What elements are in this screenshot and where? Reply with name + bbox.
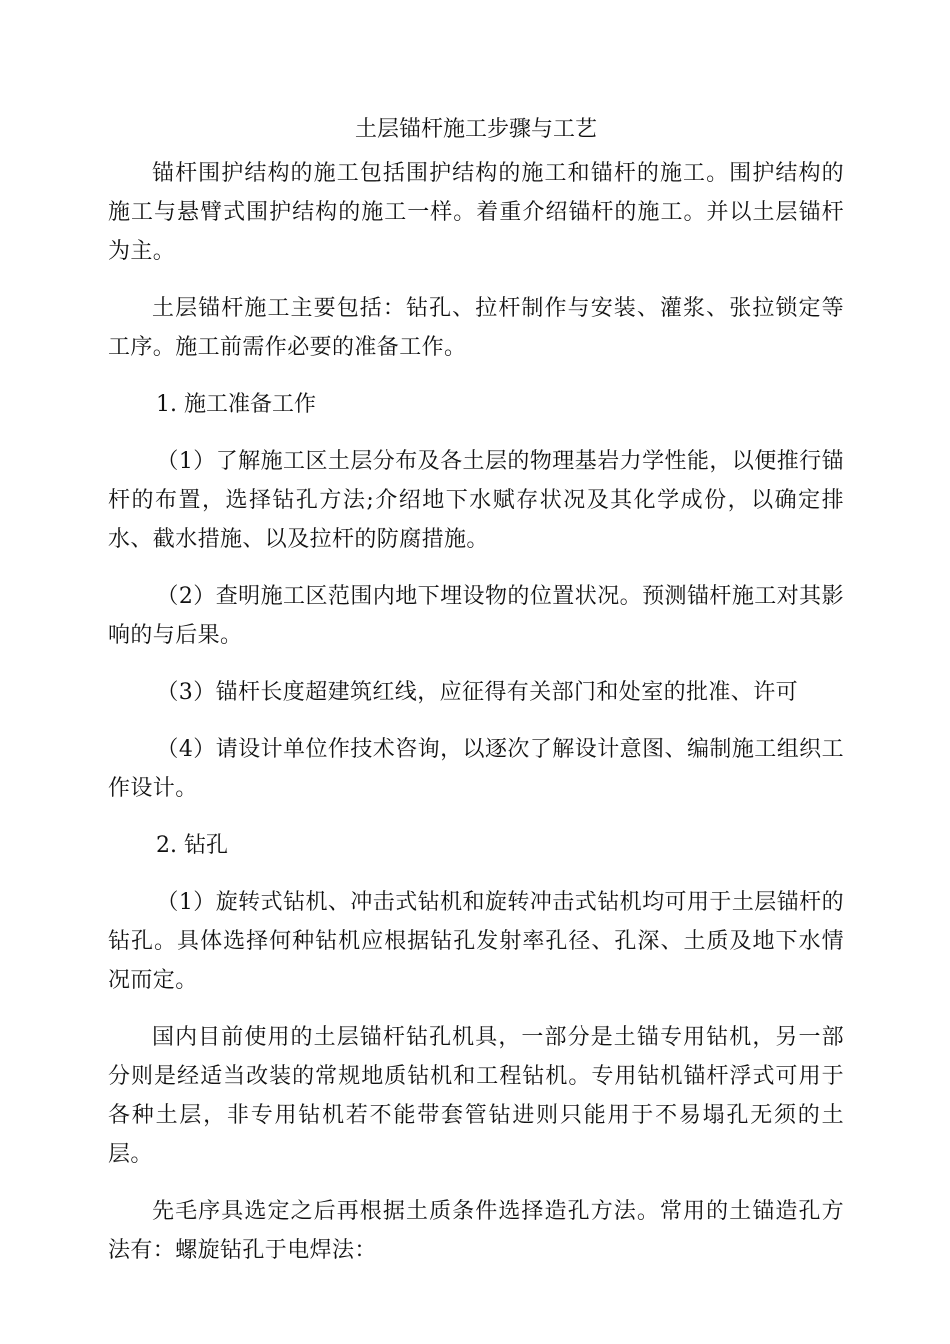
preparation-item: （4）请设计单位作技术咨询，以逐次了解设计意图、编制施工组织工作设计。 [108, 737, 844, 801]
drilling-paragraph: 国内目前使用的土层锚杆钻孔机具，一部分是土锚专用钻机，另一部分则是经适当改装的常规地质钻机和工程钻机。专用钻机锚杆浮式可用于各种土层，非专用钻机若不能带套管钻进则只能用于不易塌孔无须的土层。 [108, 1025, 844, 1167]
intro-paragraph: 锚杆围护结构的施工包括围护结构的施工和锚杆的施工。围护结构的施工与悬臂式围护结构的施工一样。着重介绍锚杆的施工。并以土层锚杆为主。 [108, 161, 844, 264]
preparation-item: （3）锚杆长度超建筑红线，应征得有关部门和处室的批准、许可 [156, 680, 798, 705]
section-heading-preparation: 1. 施工准备工作 [156, 392, 316, 417]
document-title: 土层锚杆施工步骤与工艺 [354, 117, 597, 142]
drilling-paragraph: 先毛序具选定之后再根据土质条件选择造孔方法。常用的土锚造孔方法有：螺旋钻孔于电焊法： [108, 1199, 844, 1263]
drilling-item: （1）旋转式钻机、冲击式钻机和旋转冲击式钻机均可用于土层锚杆的钻孔。具体选择何种钻机应根据钻孔发射率孔径、孔深、土质及地下水情况而定。 [108, 890, 844, 993]
section-heading-drilling: 2. 钻孔 [156, 833, 228, 858]
overview-paragraph: 土层锚杆施工主要包括：钻孔、拉杆制作与安装、灌浆、张拉锁定等工序。施工前需作必要的准备工作。 [108, 296, 844, 360]
preparation-item: （2）查明施工区范围内地下埋设物的位置状况。预测锚杆施工对其影响的与后果。 [108, 584, 844, 648]
preparation-item: （1）了解施工区土层分布及各土层的物理基岩力学性能，以便推行锚杆的布置，选择钻孔方法;介绍地下水赋存状况及其化学成份，以确定排水、截水措施、以及拉杆的防腐措施。 [108, 449, 844, 552]
document-body [108, 110, 844, 1288]
